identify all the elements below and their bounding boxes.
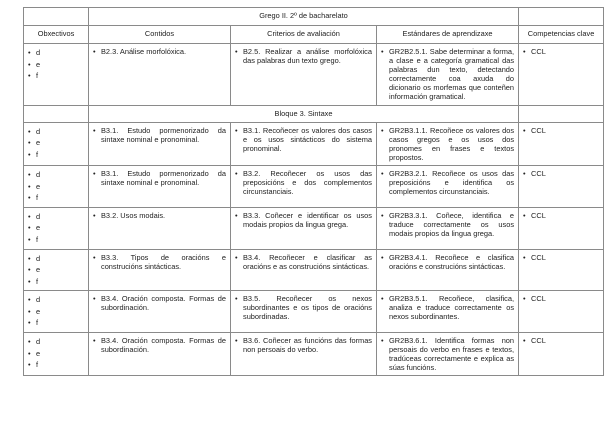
- content-cell: [89, 44, 231, 106]
- standards-cell: [377, 249, 519, 291]
- criteria-cell: [231, 44, 377, 106]
- objective-item: • e: [28, 59, 84, 71]
- objective-item: • d: [28, 126, 84, 138]
- criteria-item: • B3.6. Coñecer as funcións das formas non persoais do verbo.: [235, 336, 372, 354]
- curriculum-table: [23, 7, 604, 376]
- block-title: Bloque 3. Sintaxe: [89, 105, 519, 122]
- objective-item: • e: [28, 306, 84, 318]
- objective-item: • e: [28, 348, 84, 360]
- standards-item: • GR2B3.4.1. Recoñece e clasifica oracións e construcións sintácticas.: [381, 253, 514, 271]
- block-header-row: [24, 105, 604, 122]
- objectives-list: [28, 294, 84, 329]
- content-item: • B3.4. Oración composta. Formas de subordinación.: [93, 294, 226, 312]
- objectives-list: [28, 253, 84, 288]
- table-row: [24, 165, 604, 207]
- criteria-item: • B3.3. Coñecer e identificar os usos modais propios da lingua grega.: [235, 211, 372, 229]
- objective-item: • f: [28, 317, 84, 329]
- objective-item: • f: [28, 359, 84, 371]
- objective-item: • e: [28, 137, 84, 149]
- column-header-objectives: Obxectivos: [24, 26, 89, 44]
- header-spacer-cell: [519, 8, 604, 26]
- column-header-competences: Competencias clave: [519, 26, 604, 44]
- criteria-item: • B2.5. Realizar a análise morfolóxica das palabras dun texto grego.: [235, 47, 372, 65]
- table-row: [24, 122, 604, 165]
- table-row: [24, 291, 604, 333]
- objective-item: • f: [28, 276, 84, 288]
- objectives-cell: [24, 122, 89, 165]
- content-item: • B3.3. Tipos de oracións e construcións sintácticas.: [93, 253, 226, 271]
- objectives-cell: [24, 44, 89, 106]
- objective-item: • e: [28, 222, 84, 234]
- competence-item: • CCL: [523, 169, 599, 178]
- objective-item: • d: [28, 294, 84, 306]
- competences-cell: [519, 44, 604, 106]
- standards-cell: [377, 122, 519, 165]
- competence-item: • CCL: [523, 126, 599, 135]
- block-spacer-cell: [519, 105, 604, 122]
- standards-cell: [377, 207, 519, 249]
- competences-cell: [519, 122, 604, 165]
- table-row: [24, 333, 604, 376]
- standards-item: • GR2B3.5.1. Recoñece, clasifica, analiza e traduce correctamente os nexos subordinantes.: [381, 294, 514, 321]
- content-item: • B2.3. Análise morfolóxica.: [93, 47, 226, 56]
- criteria-cell: [231, 122, 377, 165]
- objectives-list: [28, 47, 84, 82]
- content-cell: [89, 207, 231, 249]
- objectives-cell: [24, 165, 89, 207]
- criteria-item: • B3.2. Recoñecer os usos das preposicións e dos complementos circunstanciais.: [235, 169, 372, 196]
- table-row: [24, 207, 604, 249]
- criteria-cell: [231, 333, 377, 376]
- content-item: • B3.2. Usos modais.: [93, 211, 226, 220]
- column-header-standards: Estándares de aprendizaxe: [377, 26, 519, 44]
- objective-item: • f: [28, 149, 84, 161]
- objective-item: • d: [28, 169, 84, 181]
- criteria-item: • B3.4. Recoñecer e clasificar as oracións e as construcións sintácticas.: [235, 253, 372, 271]
- criteria-cell: [231, 165, 377, 207]
- standards-item: • GR2B3.1.1. Recoñece os valores dos casos gregos e os usos dos pronomes en frases e textos propostos.: [381, 126, 514, 162]
- header-spacer-cell: [24, 8, 89, 26]
- objective-item: • e: [28, 181, 84, 193]
- objectives-cell: [24, 249, 89, 291]
- objectives-cell: [24, 207, 89, 249]
- objective-item: • d: [28, 253, 84, 265]
- competence-item: • CCL: [523, 336, 599, 345]
- competence-item: • CCL: [523, 211, 599, 220]
- objectives-list: [28, 211, 84, 246]
- standards-item: • GR2B3.6.1. Identifica formas non persoais do verbo en frases e textos, tradúceas correctamente e explica as súas funcións.: [381, 336, 514, 372]
- content-cell: [89, 122, 231, 165]
- standards-cell: [377, 333, 519, 376]
- content-cell: [89, 291, 231, 333]
- objectives-list: [28, 169, 84, 204]
- standards-cell: [377, 44, 519, 106]
- criteria-item: • B3.1. Recoñecer os valores dos casos e os usos sintácticos do sistema pronominal.: [235, 126, 372, 153]
- table-row: [24, 249, 604, 291]
- standards-item: • GR2B2.5.1. Sabe determinar a forma, a clase e a categoría gramatical das palabras dun texto, detectando correctamente coa axuda do dicionario os morfemas que conteñen información gramatical.: [381, 47, 514, 102]
- competences-cell: [519, 291, 604, 333]
- competences-cell: [519, 249, 604, 291]
- column-header-contents: Contidos: [89, 26, 231, 44]
- objectives-cell: [24, 333, 89, 376]
- objective-item: • d: [28, 47, 84, 59]
- course-title: Grego II. 2º de bacharelato: [89, 8, 519, 26]
- competence-item: • CCL: [523, 47, 599, 56]
- competences-cell: [519, 165, 604, 207]
- objective-item: • d: [28, 211, 84, 223]
- objectives-cell: [24, 291, 89, 333]
- content-cell: [89, 249, 231, 291]
- standards-cell: [377, 291, 519, 333]
- content-item: • B3.4. Oración composta. Formas de subordinación.: [93, 336, 226, 354]
- standards-item: • GR2B3.3.1. Coñece, identifica e traduce correctamente os usos modais propios da lingua grega.: [381, 211, 514, 238]
- competence-item: • CCL: [523, 294, 599, 303]
- criteria-item: • B3.5. Recoñecer os nexos subordinantes e os tipos de oracións subordinadas.: [235, 294, 372, 321]
- criteria-cell: [231, 207, 377, 249]
- standards-cell: [377, 165, 519, 207]
- content-cell: [89, 165, 231, 207]
- competence-item: • CCL: [523, 253, 599, 262]
- competences-cell: [519, 333, 604, 376]
- objectives-list: [28, 126, 84, 161]
- criteria-cell: [231, 291, 377, 333]
- objective-item: • f: [28, 234, 84, 246]
- objective-item: • f: [28, 70, 84, 82]
- content-cell: [89, 333, 231, 376]
- objective-item: • e: [28, 264, 84, 276]
- course-header-row: [24, 8, 604, 26]
- objective-item: • d: [28, 336, 84, 348]
- objective-item: • f: [28, 192, 84, 204]
- competences-cell: [519, 207, 604, 249]
- content-item: • B3.1. Estudo pormenorizado da sintaxe nominal e pronominal.: [93, 126, 226, 144]
- standards-item: • GR2B3.2.1. Recoñece os usos das preposicións e identifica os complementos circunstanciais.: [381, 169, 514, 196]
- block-spacer-cell: [24, 105, 89, 122]
- column-header-criteria: Criterios de avaliación: [231, 26, 377, 44]
- column-header-row: [24, 26, 604, 44]
- content-item: • B3.1. Estudo pormenorizado da sintaxe nominal e pronominal.: [93, 169, 226, 187]
- table-row: [24, 44, 604, 106]
- criteria-cell: [231, 249, 377, 291]
- objectives-list: [28, 336, 84, 371]
